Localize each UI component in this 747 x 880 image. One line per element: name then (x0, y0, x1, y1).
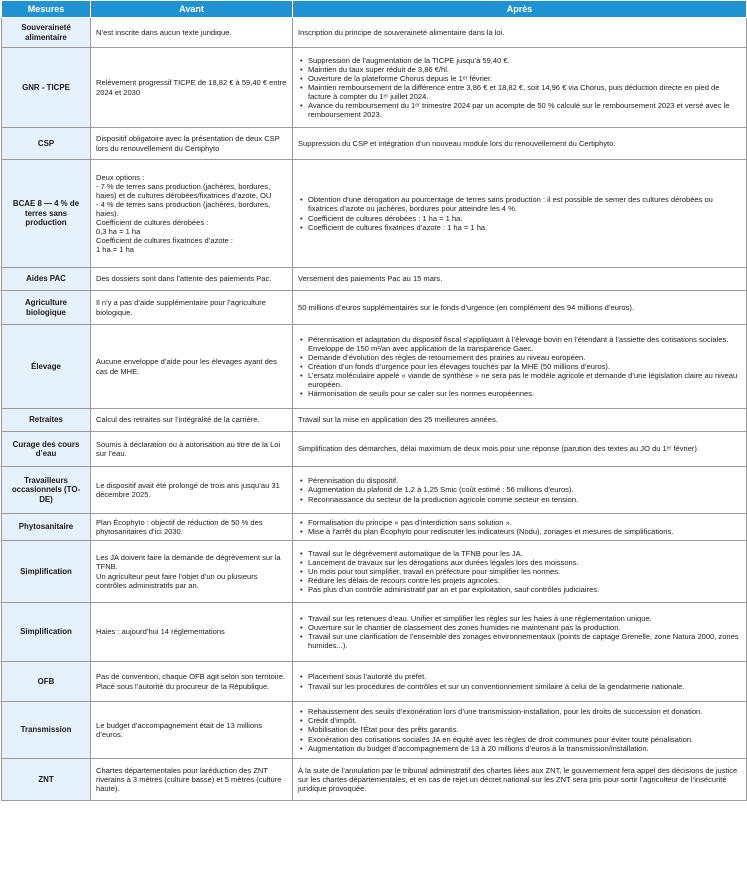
table-row (2, 18, 747, 48)
list-item: • Mise à l’arrêt du plan Écophyto pour rediscuter les indicateurs (Nodu), zonages et mesures de simplifications. (308, 527, 741, 536)
apres-cell: Inscription du principe de souveraineté alimentaire dans la loi. (293, 18, 747, 48)
table-row (2, 467, 747, 514)
list-item: • Crédit d’impôt. (308, 716, 741, 725)
table-row (2, 325, 747, 409)
avant-cell: Le budget d’accompagnement était de 13 millions d’euros. (91, 702, 293, 759)
avant-cell: Relèvement progressif TICPE de 18,82 € à 59,40 € entre 2024 et 2030 (91, 48, 293, 128)
mesure-cell: CSP (2, 128, 91, 160)
avant-cell: Le dispositif avait été prolongé de trois ans jusqu’au 31 décembre 2025. (91, 467, 293, 514)
list-item: • Pérennisation et adaptation du dispositif fiscal s’appliquant à l’élevage bovin en l’étendant à l’assiette des cotisations sociales. Enveloppe de 150 m²/an avec application de la transparence Gaec. (308, 335, 741, 353)
mesure-cell: Retraites (2, 409, 91, 432)
avant-cell: Deux options : - 7 % de terres sans production (jachères, bordures, haies) et de cultures dérobées/fixatrices d’azote, OU - 4 % de terres sans production (jachères, bordures, haies). Coefficient de cultures dérobées : 0,3 ha = 1 ha Coefficient de cultures fixatrices d’azote : 1 ha = 1 ha (91, 160, 293, 268)
list-item: • Obtention d’une dérogation au pourcentage de terres sans production : il est possible de semer des cultures dérobées ou fixatrices d’azote ou jachères, bordures pour atteindre les 4 %. (308, 195, 741, 213)
apres-list (298, 614, 741, 650)
avant-cell: Les JA doivent faire la demande de dégrèvement sur la TFNB. Un agriculteur peut faire l’objet d’un ou plusieurs contrôles administratifs par an. (91, 541, 293, 603)
table-row (2, 268, 747, 291)
apres-cell (293, 160, 747, 268)
apres-list (298, 476, 741, 503)
avant-cell: Il n’y a pas d’aide supplémentaire pour l’agriculture biologique. (91, 291, 293, 325)
apres-list (298, 335, 741, 398)
table-row (2, 48, 747, 128)
list-item: • Un mois pour tout simplifier, travail en préfecture pour simplifier les normes. (308, 567, 741, 576)
mesure-cell: Élevage (2, 325, 91, 409)
apres-cell (293, 702, 747, 759)
table-row (2, 603, 747, 662)
avant-cell: Chartes départementales pour laréduction des ZNT riverains à 3 mètres (culture basse) et 5 mètres (culture haute). (91, 759, 293, 801)
apres-cell (293, 48, 747, 128)
apres-list (298, 707, 741, 752)
list-item: • Coefficient de cultures fixatrices d’azote : 1 ha = 1 ha. (308, 223, 741, 232)
measures-table (1, 0, 747, 801)
mesure-cell: Simplification (2, 541, 91, 603)
list-item: • Création d’un fonds d’urgence pour les élevages touchés par la MHE (50 millions d’euros). (308, 362, 741, 371)
list-item: • Exonération des cotisations sociales JA en équité avec les règles de droit communes pour éviter toute pénalisation. (308, 735, 741, 744)
mesure-cell: Travailleurs occasionnels (TO-DE) (2, 467, 91, 514)
list-item: • Pérennisation du dispositif. (308, 476, 741, 485)
avant-cell: Calcul des retraites sur l’intégralité de la carrière. (91, 409, 293, 432)
list-item: • Coefficient de cultures dérobées : 1 ha = 1 ha. (308, 214, 741, 223)
apres-cell: 50 millions d’euros supplémentaires sur le fonds d’urgence (en complément des 94 millions d’euros). (293, 291, 747, 325)
list-item: • Augmentation du budget d’accompagnement de 13 à 20 millions d’euros à la transmission/installation. (308, 744, 741, 753)
mesure-cell: Phytosanitaire (2, 514, 91, 541)
table-row (2, 662, 747, 702)
avant-cell: Des dossiers sont dans l’attente des paiements Pac. (91, 268, 293, 291)
mesure-cell: Souveraineté alimentaire (2, 18, 91, 48)
mesure-cell: ZNT (2, 759, 91, 801)
apres-cell (293, 603, 747, 662)
list-item: • Lancement de travaux sur les dérogations aux durées légales lors des moissons. (308, 558, 741, 567)
apres-cell: Suppression du CSP et intégration d’un nouveau module lors du renouvellement du Certiphyto. (293, 128, 747, 160)
header-apres: Après (293, 1, 747, 18)
apres-cell: Simplification des démarches, délai maximum de deux mois pour une réponse (parution des textes au JO du 1ᵉʳ février). (293, 432, 747, 467)
list-item: • Harmonisation de seuils pour se caler sur les normes européennes. (308, 389, 741, 398)
mesure-cell: GNR - TICPE (2, 48, 91, 128)
table-row (2, 160, 747, 268)
list-item: • L’ersatz moléculaire appelé « viande de synthèse » ne sera pas le modèle agricole et demande d’une législation claire au niveau européen. (308, 371, 741, 389)
apres-cell (293, 467, 747, 514)
list-item: • Travail sur les procédures de contrôles et sur un conventionnement similaire à celui de la gendarmerie nationale. (308, 682, 741, 691)
table-body (2, 18, 747, 801)
header-avant: Avant (91, 1, 293, 18)
table-row (2, 702, 747, 759)
table-row (2, 432, 747, 467)
list-item: • Ouverture de la plateforme Chorus depuis le 1ᵉʳ février. (308, 74, 741, 83)
list-item: • Reconnaissance du secteur de la production agricole comme secteur en tension. (308, 495, 741, 504)
table-row (2, 759, 747, 801)
avant-cell: Haies : aujourd’hui 14 réglementations (91, 603, 293, 662)
avant-cell: Pas de convention, chaque OFB agit selon son territoire. Placé sous l’autorité du procureur de la République. (91, 662, 293, 702)
list-item: • Demande d’évolution des règles de retournement des prairies au niveau européen. (308, 353, 741, 362)
avant-cell: N’est inscrite dans aucun texte juridique. (91, 18, 293, 48)
list-item: • Mobilisation de l’État pour des prêts garantis. (308, 725, 741, 734)
apres-list (298, 195, 741, 231)
list-item: • Pas plus d’un contrôle administratif par an et par exploitation, sauf contrôles judiciaires. (308, 585, 741, 594)
list-item: • Maintien remboursement de la différence entre 3,86 € et 18,82 €, soit 14,96 € via Chorus, puis déduction directe en pied de facture à compter du 1ᵉʳ juillet 2024. (308, 83, 741, 101)
table-row (2, 128, 747, 160)
mesure-cell: OFB (2, 662, 91, 702)
table-row (2, 291, 747, 325)
list-item: • Placement sous l’autorité du préfet. (308, 672, 741, 681)
apres-list (298, 56, 741, 119)
apres-cell (293, 662, 747, 702)
table-row (2, 409, 747, 432)
apres-cell: Travail sur la mise en application des 25 meilleures années. (293, 409, 747, 432)
table-row (2, 541, 747, 603)
apres-cell: À la suite de l’annulation par le tribunal administratif des chartes liées aux ZNT, le gouvernement fera appel des décisions de justice sur les chartes départementales, et en cas de rejet un décret national sur les ZNT sera pris pour sortir l’agriculteur de l’insécurité juridique provoquée. (293, 759, 747, 801)
table-header-row (2, 1, 747, 18)
list-item: • Augmentation du plafond de 1,2 à 1,25 Smic (coût estimé : 56 millions d’euros). (308, 485, 741, 494)
avant-cell: Aucune enveloppe d’aide pour les élevages ayant des cas de MHE. (91, 325, 293, 409)
apres-cell (293, 541, 747, 603)
list-item: • Travail sur une clarification de l’ensemble des zonages environnementaux (points de captage Grenelle, zone Natura 2000, zones humides...). (308, 632, 741, 650)
mesure-cell: Curage des cours d’eau (2, 432, 91, 467)
apres-list (298, 518, 741, 536)
table-row (2, 514, 747, 541)
list-item: • Formalisation du principe « pas d’interdiction sans solution ». (308, 518, 741, 527)
avant-cell: Plan Écophyto : objectif de réduction de 50 % des phytosanitaires d’ici 2030. (91, 514, 293, 541)
list-item: • Ouverture sur le chantier de classement des zones humides ne maintenant pas la production. (308, 623, 741, 632)
apres-cell (293, 514, 747, 541)
list-item: • Travail sur le dégrèvement automatique de la TFNB pour les JA. (308, 549, 741, 558)
list-item: • Réduire les délais de recours contre les projets agricoles. (308, 576, 741, 585)
list-item: • Maintien du taux super réduit de 3,86 €/hl. (308, 65, 741, 74)
header-mesures: Mesures (2, 1, 91, 18)
apres-cell (293, 325, 747, 409)
list-item: • Travail sur les retenues d’eau. Unifier et simplifier les règles sur les haies à une réglementation unique. (308, 614, 741, 623)
mesure-cell: Agriculture biologique (2, 291, 91, 325)
list-item: • Suppression de l’augmentation de la TICPE jusqu’à 59,40 €. (308, 56, 741, 65)
list-item: • Avance du remboursement du 1ᵉʳ trimestre 2024 par un acompte de 50 % calculé sur le remboursement 2023 et versé avec le remboursement 2023. (308, 101, 741, 119)
apres-list (298, 672, 741, 690)
mesure-cell: Aides PAC (2, 268, 91, 291)
avant-cell: Soumis à déclaration ou à autorisation au titre de la Loi sur l’eau. (91, 432, 293, 467)
mesure-cell: BCAE 8 — 4 % de terres sans production (2, 160, 91, 268)
mesure-cell: Simplification (2, 603, 91, 662)
apres-list (298, 549, 741, 594)
list-item: • Rehaussement des seuils d’exonération lors d’une transmission-installation, pour les droits de succession et donation. (308, 707, 741, 716)
apres-cell: Versement des paiements Pac au 15 mars. (293, 268, 747, 291)
mesure-cell: Transmission (2, 702, 91, 759)
avant-cell: Dispositif obligatoire avec la présentation de deux CSP lors du renouvellement du Certiphyto (91, 128, 293, 160)
